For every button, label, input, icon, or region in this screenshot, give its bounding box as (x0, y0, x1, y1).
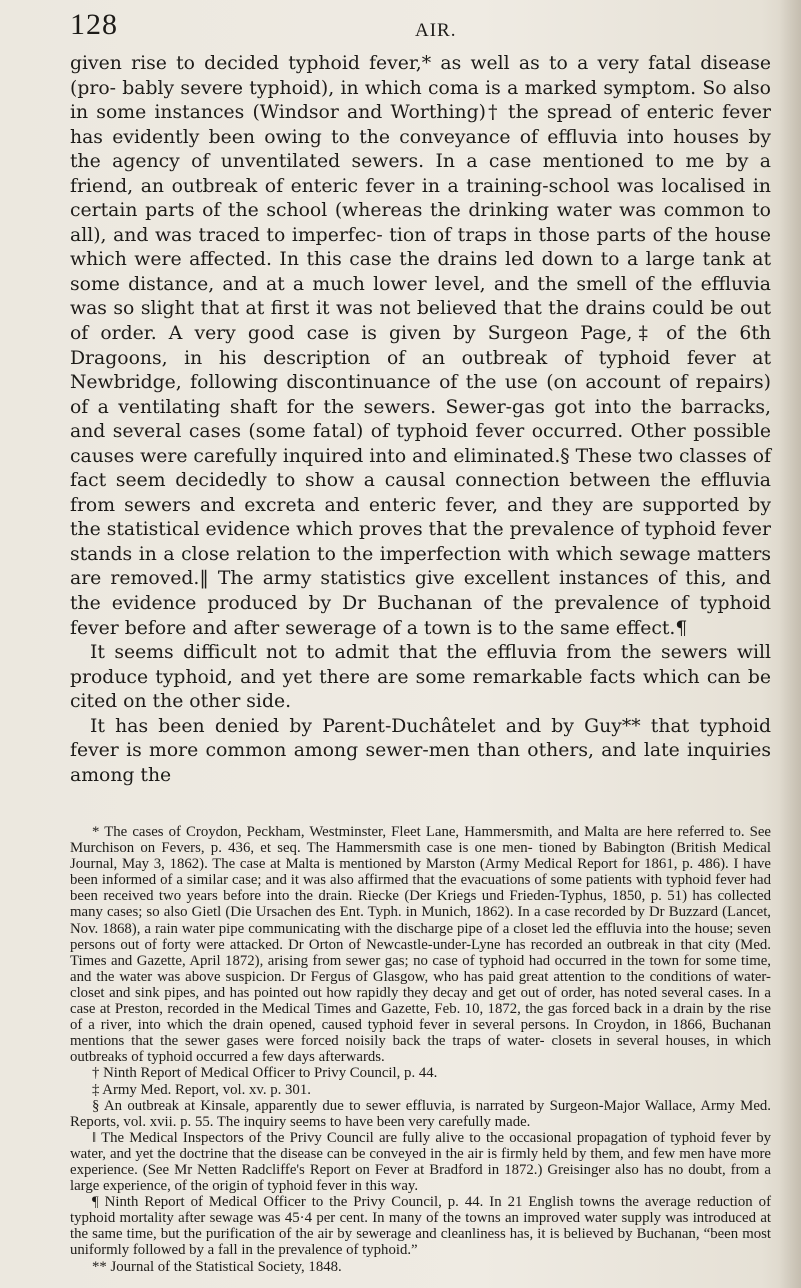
footnotes (70, 824, 771, 1275)
page-number: 128 (70, 8, 118, 41)
running-head: AIR. (415, 20, 457, 41)
footnote-section: § An outbreak at Kinsale, apparently due to sewer effluvia, is narrated by Surgeon-Major Wallace, Army Med. Reports, vol. xvii. p. 55. The inquiry seems to have been very carefully made. (70, 1097, 771, 1130)
footnote-double-star: ** Journal of the Statistical Society, 1848. (92, 1258, 342, 1275)
body-text (70, 52, 771, 788)
body-paragraph-1: given rise to decided typhoid fever,* as well as to a very fatal disease (pro- bably severe typhoid), in which coma is a marked symptom. So also in some instances (Windsor and Worthing)† the spread of enteric fever has evidently been owing to the conveyance of effluvia into houses by the agency of unventilated sewers. In a case mentioned to me by a friend, an outbreak of enteric fever in a training-school was localised in certain parts of the school (whereas the drinking water was common to all), and was traced to imperfec- tion of traps in those parts of the house which were affected. In this case the drains led down to a large tank at some distance, and at a much lower level, and the smell of the effluvia was so slight that at first it was not believed that the drains could be out of order. A very good case is given by Surgeon Page,‡ of the 6th Dragoons, in his description of an outbreak of typhoid fever at Newbridge, following discontinuance of the use (on account of repairs) of a ventilating shaft for the sewers. Sewer-gas got into the barracks, and several cases (some fatal) of typhoid fever occurred. Other possible causes were carefully inquired into and eliminated.§ These two classes of fact seem decidedly to show a causal connection between the effluvia from sewers and excreta and enteric fever, and they are supported by the statistical evidence which proves that the prevalence of typhoid fever stands in a close relation to the imperfection with which sewage matters are removed.‖ The army statistics give excellent instances of this, and the evidence produced by Dr Buchanan of the prevalence of typhoid fever before and after sewerage of a town is to the same effect.¶ (70, 53, 771, 639)
page-header (70, 8, 770, 48)
footnote-star: * The cases of Croydon, Peckham, Westminster, Fleet Lane, Hammersmith, and Malta are here referred to. See Murchison on Fevers, p. 436, et seq. The Hammersmith case is one men- tioned by Babington (British Medical Journal, May 3, 1862). The case at Malta is mentioned by Marston (Army Medical Report for 1861, p. 486). I have been informed of a similar case; and it was also affirmed that the evacuations of some patients with typhoid fever had been received two years before into the drain. Riecke (Der Kriegs und Frieden-Typhus, 1850, p. 51) has collected many cases; so also Gietl (Die Ursachen des Ent. Typh. in Munich, 1862). In a case recorded by Dr Buzzard (Lancet, Nov. 1868), a rain water pipe communicating with the discharge pipe of a closet led the effluvia into the house; seven persons out of forty were attacked. Dr Orton of Newcastle-under-Lyne has recorded an outbreak in that city (Med. Times and Gazette, April 1872), arising from sewer gas; no case of typhoid had occurred in the town for some time, and the water was above suspicion. Dr Fergus of Glasgow, who has paid great attention to the conditions of water-closet and sink pipes, and has pointed out how rapidly they decay and get out of order, has noted several cases. In a case at Preston, recorded in the Medical Times and Gazette, Feb. 10, 1872, the gas forced back in a drain by the rise of a river, into which the drain opened, caused typhoid fever in several persons. In Croydon, in 1866, Buchanan mentions that the sewer gases were forced noisily back the traps of water- closets in several houses, in which outbreaks of typhoid occurred a few days afterwards. (70, 824, 771, 1066)
page-edge-shadow (779, 0, 801, 1288)
body-paragraph-3: It has been denied by Parent-Duchâtelet and by Guy** that typhoid fever is more common among sewer-men than others, and late inquiries among the (70, 715, 771, 786)
body-paragraph-2: It seems difficult not to admit that the effluvia from the sewers will produce typhoid, and yet there are some remarkable facts which can be cited on the other side. (70, 642, 771, 713)
footnote-parallel: ‖ The Medical Inspectors of the Privy Council are fully alive to the occasional propagation of typhoid fever by water, and yet the doctrine that the disease can be conveyed in the air is firmly held by them, and few men have more experience. (See Mr Netten Radcliffe's Report on Fever at Bradford in 1872.) Greisinger also has no doubt, from a large experience, of the origin of typhoid fever in this way. (70, 1129, 771, 1195)
footnote-dagger: † Ninth Report of Medical Officer to Privy Council, p. 44. (92, 1065, 438, 1082)
footnote-pilcrow: ¶ Ninth Report of Medical Officer to the Privy Council, p. 44. In 21 English towns the average reduction of typhoid mortality after sewage was 45·4 per cent. In many of the towns an improved water supply was introduced at the same time, but the purification of the air by sewerage and cleanliness has, it is believed by Buchanan, “been most uniformly followed by a fall in the prevalence of typhoid.” (70, 1194, 771, 1259)
footnote-double-dagger: ‡ Army Med. Report, vol. xv. p. 301. (92, 1081, 311, 1098)
